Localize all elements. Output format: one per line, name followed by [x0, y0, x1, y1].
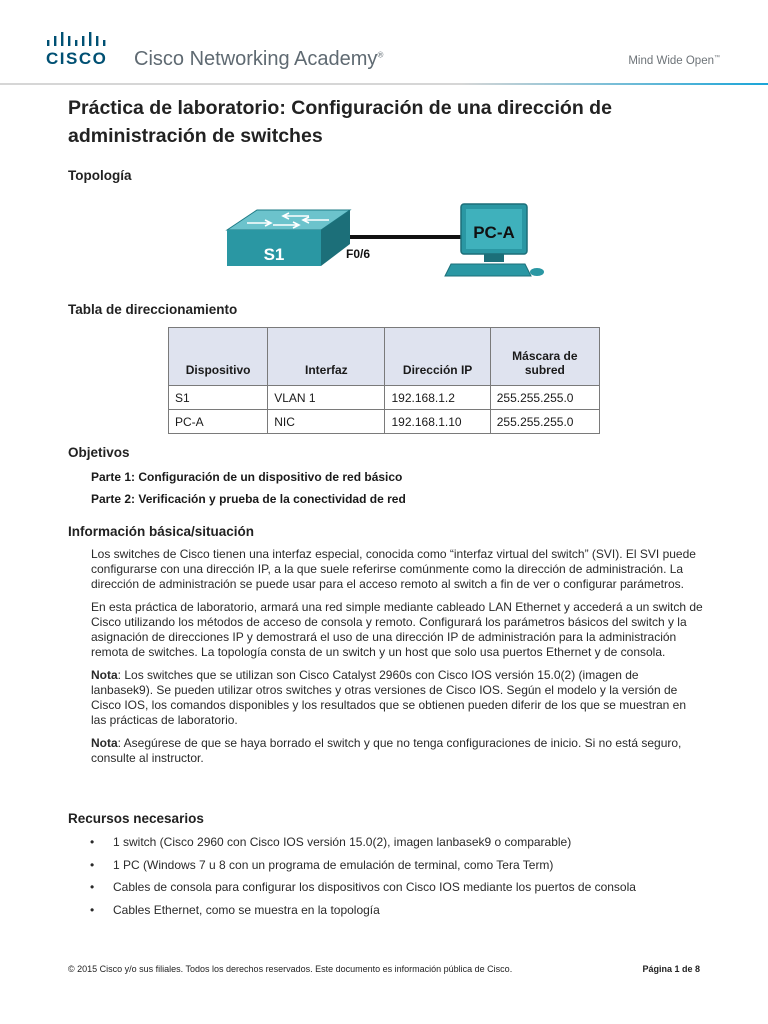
pc-label: PC-A [473, 223, 515, 242]
document-title-block [68, 94, 708, 150]
table-header-row [169, 328, 600, 386]
resources-heading: Recursos necesarios [68, 811, 204, 826]
addressing-table [168, 327, 600, 434]
list-item: • 1 switch (Cisco 2960 con Cisco IOS versión 15.0(2), imagen lanbasek9 o comparable) [88, 835, 636, 850]
resources-list [88, 835, 636, 925]
table-cell: 255.255.255.0 [490, 410, 599, 434]
table-cell: 255.255.255.0 [490, 386, 599, 410]
table-cell: PC-A [169, 410, 268, 434]
background-text [91, 547, 703, 766]
column-header: Interfaz [268, 328, 385, 386]
switch-label: S1 [263, 245, 285, 264]
cisco-logo-word: CISCO [46, 49, 108, 68]
column-header: Dispositivo [169, 328, 268, 386]
tagline: Mind Wide Open™ [628, 55, 720, 67]
footer-page-number: Página 1 de 8 [642, 964, 700, 974]
table-cell: VLAN 1 [268, 386, 385, 410]
addressing-heading: Tabla de direccionamiento [68, 302, 238, 317]
paragraph: En esta práctica de laboratorio, armará una red simple mediante cableado LAN Ethernet y accederá a un switch de Cisco utilizando los métodos de acceso de consola y remoto. Configurará los parámetros básicos del switch y la asignación de direcciones IP y demostrará el uso de una dirección IP de administración para la administración remota de switches. La topología consta de un switch y un host que solo usa puertos Ethernet y de consola. [91, 600, 703, 659]
objectives-heading: Objetivos [68, 445, 130, 460]
note-paragraph: Nota: Los switches que se utilizan son Cisco Catalyst 2960s con Cisco IOS versión 15.0(2) (imagen de lanbasek9). Se pueden utilizar otros switches y otras versiones de Cisco IOS. Según el modelo y la versión de Cisco IOS, los comandos disponibles y los resultados que se obtienen pueden diferir de los que se muestran en las prácticas de laboratorio. [91, 668, 687, 727]
topology-diagram [225, 200, 555, 282]
column-header: Máscara de subred [490, 328, 599, 386]
academy-title: Cisco Networking Academy® [134, 48, 384, 70]
table-cell: 192.168.1.10 [385, 410, 490, 434]
table-cell: 192.168.1.2 [385, 386, 490, 410]
table-row [169, 410, 600, 434]
table-cell: NIC [268, 410, 385, 434]
header-rule [0, 83, 768, 85]
note-paragraph: Nota: Asegúrese de que se haya borrado el switch y que no tenga configuraciones de inicio. Si no está seguro, consulte al instructor. [91, 736, 682, 765]
list-item: • Cables de consola para configurar los dispositivos con Cisco IOS mediante los puertos de consola [88, 880, 636, 895]
table-cell: S1 [169, 386, 268, 410]
page-title: Práctica de laboratorio: Configuración de una dirección de administración de switches [68, 97, 612, 147]
objective-item: Parte 2: Verificación y prueba de la conectividad de red [91, 492, 406, 506]
footer-copyright: © 2015 Cisco y/o sus filiales. Todos los derechos reservados. Este documento es información pública de Cisco. [68, 964, 513, 974]
link-label: F0/6 [345, 247, 371, 261]
page-header [0, 0, 768, 84]
objective-item: Parte 1: Configuración de un dispositivo de red básico [91, 470, 403, 484]
table-row [169, 386, 600, 410]
paragraph: Los switches de Cisco tienen una interfaz especial, conocida como “interfaz virtual del switch” (SVI). El SVI puede configurarse con una dirección IP, a la que suele referirse comúnmente como la dirección de administración. La dirección de administración se puede usar para el acceso remoto al switch a fin de ver o configurar parámetros. [91, 547, 696, 591]
list-item: • Cables Ethernet, como se muestra en la topología [88, 903, 636, 918]
column-header: Dirección IP [385, 328, 490, 386]
cisco-logo-bars-icon [46, 32, 112, 50]
background-heading: Información básica/situación [68, 524, 255, 539]
topology-heading: Topología [68, 168, 132, 183]
list-item: • 1 PC (Windows 7 u 8 con un programa de emulación de terminal, como Tera Term) [88, 858, 636, 873]
switch-icon [227, 210, 350, 266]
